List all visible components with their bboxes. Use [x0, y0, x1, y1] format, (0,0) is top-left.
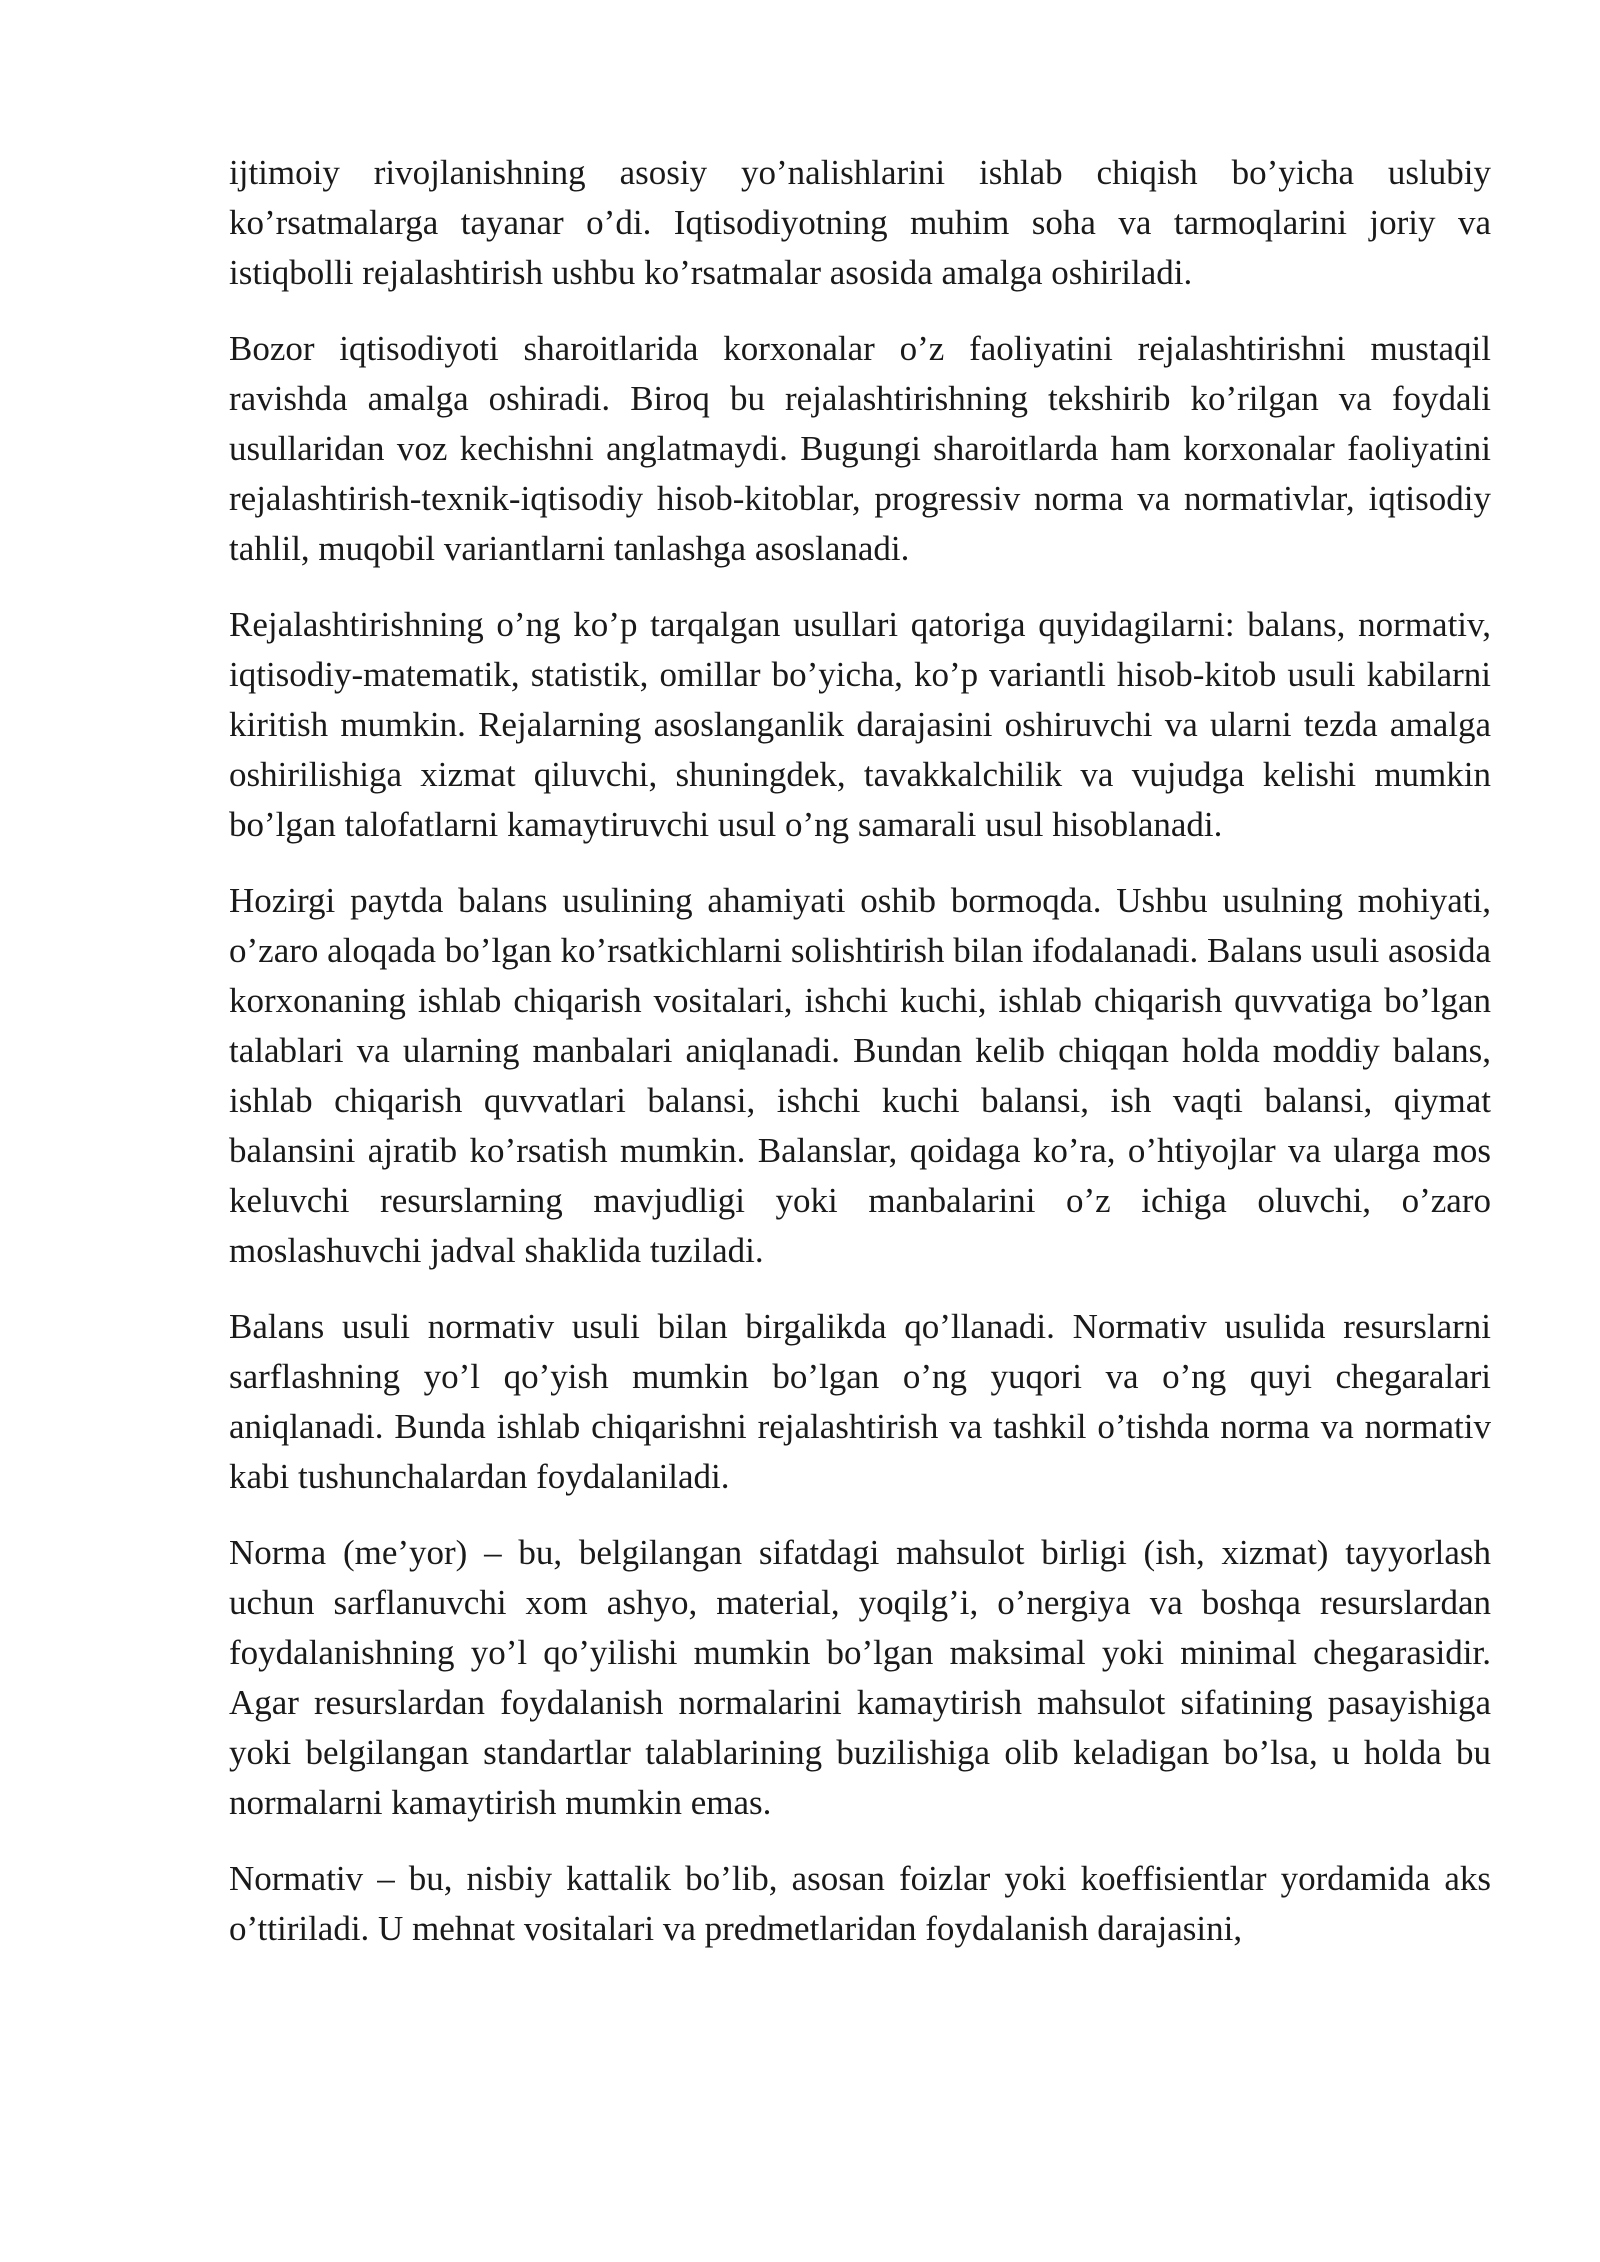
paragraph-7: Normativ – bu, nisbiy kattalik bo’lib, asosan foizlar yoki koeffisientlar yordamida aks o’ttiriladi. U mehnat vositalari va predmetlaridan foydalanish darajasini, — [229, 1859, 1491, 1948]
paragraph-3: Rejalashtirishning o’ng ko’p tarqalgan usullari qatoriga quyidagilarni: balans, normativ, iqtisodiy-matematik, statistik, omillar bo’yicha, ko’p variantli hisob-kitob usuli kabilarni kiritish mumkin. Rejalarning asoslanganlik darajasini oshiruvchi va ularni tezda amalga oshirilishiga xizmat qiluvchi, shuningdek, tavakkalchilik va vujudga kelishi mumkin bo’lgan talofatlarni kamaytiruvchi usul o’ng samarali usul hisoblanadi. — [229, 605, 1491, 844]
paragraph-6: Norma (me’yor) – bu, belgilangan sifatdagi mahsulot birligi (ish, xizmat) tayyorlash uchun sarflanuvchi xom ashyo, material, yoqilg’i, o’nergiya va boshqa resurslardan foydalanishning yo’l qo’yilishi mumkin bo’lgan maksimal yoki minimal chegarasidir. Agar resurslardan foydalanish normalarini kamaytirish mahsulot sifatining pasayishiga yoki belgilangan standartlar talablarining buzilishiga olib keladigan bo’lsa, u holda bu normalarni kamaytirish mumkin emas. — [229, 1533, 1491, 1822]
paragraph-1: ijtimoiy rivojlanishning asosiy yo’nalishlarini ishlab chiqish bo’yicha uslubiy ko’rsatmalarga tayanar o’di. Iqtisodiyotning muhim soha va tarmoqlarini joriy va istiqbolli rejalashtirish ushbu ko’rsatmalar asosida amalga oshiriladi. — [229, 153, 1491, 292]
document-page — [229, 148, 1491, 1954]
paragraph-5: Balans usuli normativ usuli bilan birgalikda qo’llanadi. Normativ usulida resurslarni sarflashning yo’l qo’yish mumkin bo’lgan o’ng yuqori va o’ng quyi chegaralari aniqlanadi. Bunda ishlab chiqarishni rejalashtirish va tashkil o’tishda norma va normativ kabi tushunchalardan foydalaniladi. — [229, 1307, 1491, 1496]
paragraph-4: Hozirgi paytda balans usulining ahamiyati oshib bormoqda. Ushbu usulning mohiyati, o’zaro aloqada bo’lgan ko’rsatkichlarni solishtirish bilan ifodalanadi. Balans usuli asosida korxonaning ishlab chiqarish vositalari, ishchi kuchi, ishlab chiqarish quvvatiga bo’lgan talablari va ularning manbalari aniqlanadi. Bundan kelib chiqqan holda moddiy balans, ishlab chiqarish quvvatlari balansi, ishchi kuchi balansi, ish vaqti balansi, qiymat balansini ajratib ko’rsatish mumkin. Balanslar, qoidaga ko’ra, o’htiyojlar va ularga mos keluvchi resurslarning mavjudligi yoki manbalarini o’z ichiga oluvchi, o’zaro moslashuvchi jadval shaklida tuziladi. — [229, 881, 1491, 1270]
paragraph-2: Bozor iqtisodiyoti sharoitlarida korxonalar o’z faoliyatini rejalashtirishni mustaqil ravishda amalga oshiradi. Biroq bu rejalashtirishning tekshirib ko’rilgan va foydali usullaridan voz kechishni anglatmaydi. Bugungi sharoitlarda ham korxonalar faoliyatini rejalashtirish-texnik-iqtisodiy hisob-kitoblar, progressiv norma va normativlar, iqtisodiy tahlil, muqobil variantlarni tanlashga asoslanadi. — [229, 329, 1491, 568]
